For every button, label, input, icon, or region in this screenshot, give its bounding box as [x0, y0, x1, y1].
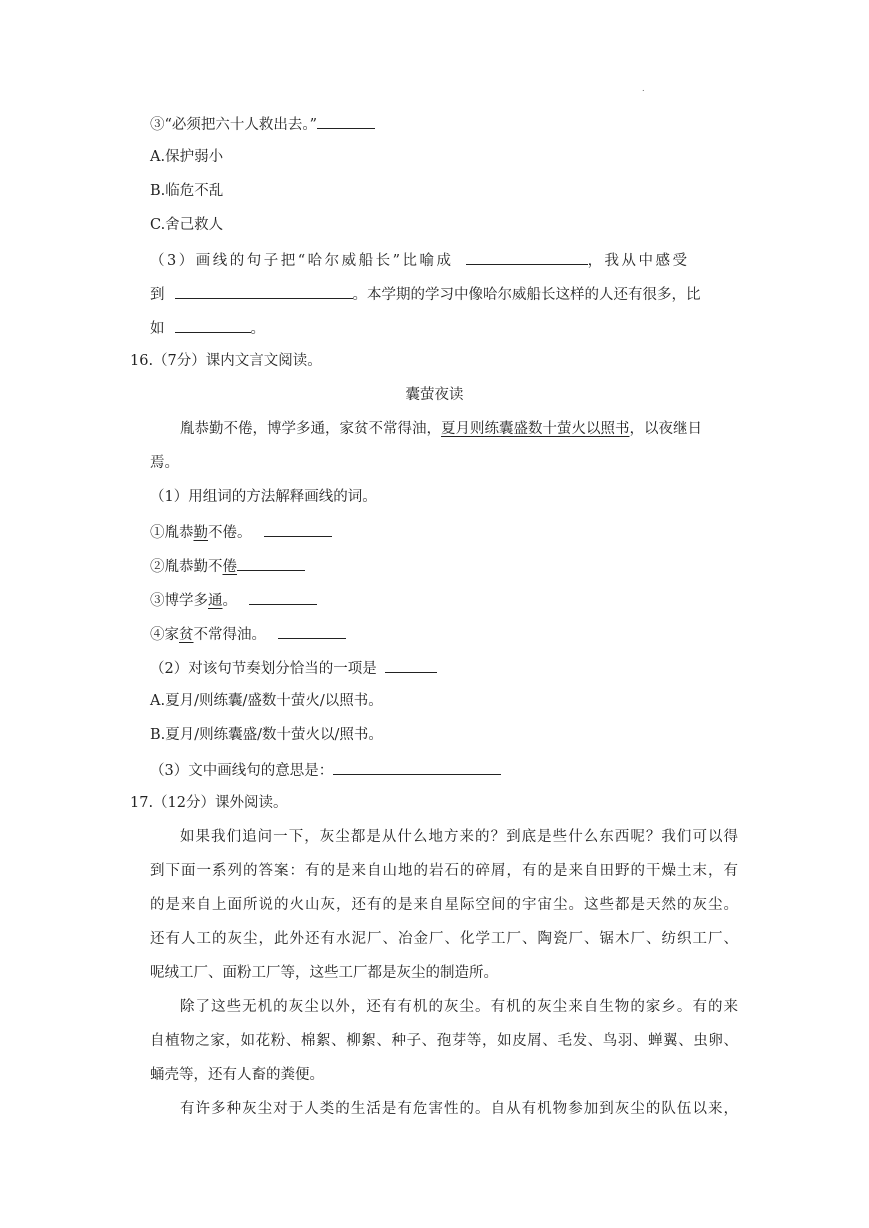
q15-item-3 [150, 113, 375, 135]
q16-sub-1: （1）用组词的方法解释画线的词。 [150, 489, 377, 505]
q16-passage-line1 [180, 419, 702, 439]
q15-part-3-cont: ，我从中感受 [587, 253, 690, 269]
q17-para-2-line: 除了这些无机的灰尘以外，还有有机的灰尘。有机的灰尘来自生物的家乡。有的来 [180, 999, 738, 1015]
q16-underlined-sentence: 夏月则练囊盛数十萤火以照书 [441, 421, 630, 437]
q15-part-3-line2 [150, 283, 701, 305]
q16-word-1 [150, 521, 332, 543]
q16-passage-text: ，以夜继日 [629, 421, 702, 437]
word-context: ④家 [150, 627, 179, 643]
q17-para-1-line: 呢绒工厂、面粉工厂等，这些工厂都是灰尘的制造所。 [150, 965, 498, 981]
word-context: ②胤恭勤不 [150, 559, 223, 575]
q15-option-b: B.临危不乱 [150, 183, 224, 199]
answer-blank[interactable] [278, 623, 346, 639]
q15-part-3-text-c: 到 [150, 287, 165, 303]
q17-heading: 17.（12分）课外阅读。 [130, 795, 288, 811]
q16-sub-3 [150, 759, 501, 781]
underlined-word: 贫 [179, 627, 194, 643]
q16-passage-text: 胤恭勤不倦，博学多通，家贫不常得油， [180, 421, 441, 437]
answer-blank[interactable] [466, 249, 588, 265]
answer-blank[interactable] [264, 521, 332, 537]
q15-part-3-line1 [150, 249, 690, 271]
q16-word-4 [150, 623, 346, 645]
word-context: 。 [222, 593, 237, 609]
underlined-word: 倦 [222, 559, 237, 575]
answer-blank[interactable] [237, 555, 305, 571]
word-context: 不常得油。 [193, 627, 266, 643]
q15-option-c: C.舍己救人 [150, 217, 224, 233]
q17-para-1-line: 到下面一系列的答案：有的是来自山地的岩石的碎屑，有的是来自田野的干燥土末，有 [150, 863, 738, 879]
q16-sub-3-text: （3）文中画线句的意思是： [150, 763, 334, 779]
answer-blank[interactable] [175, 283, 353, 299]
word-context: 不倦。 [208, 525, 252, 541]
q15-part-3-text-e: 如 [150, 321, 165, 337]
q16-sub-2 [150, 657, 437, 679]
q15-part-3-text-f: 。 [250, 321, 265, 337]
q17-para-1-line: 如果我们追问一下，灰尘都是从什么地方来的？到底是些什么东西呢？我们可以得 [180, 829, 738, 845]
q16-heading: 16.（7分）课内文言文阅读。 [130, 353, 322, 369]
q16-word-2 [150, 555, 305, 577]
q16-option-a: A.夏月/则练囊/盛数十萤火/以照书。 [150, 693, 383, 709]
q16-word-3 [150, 589, 317, 611]
answer-blank[interactable] [175, 317, 251, 333]
q17-para-2-line: 自植物之家，如花粉、棉絮、柳絮、种子、孢芽等，如皮屑、毛发、鸟羽、蝉翼、虫卵、 [150, 1033, 738, 1049]
header-mark: . [642, 84, 645, 93]
q16-passage-line2: 焉。 [150, 455, 179, 471]
q15-option-a: A.保护弱小 [150, 149, 224, 165]
answer-blank[interactable] [333, 759, 501, 775]
underlined-word: 通 [208, 593, 223, 609]
q17-para-1-line: 还有人工的灰尘，此外还有水泥厂、冶金厂、化学工厂、陶瓷厂、锯木厂、纺织工厂、 [150, 931, 738, 947]
word-context: ①胤恭 [150, 525, 194, 541]
underlined-word: 勤 [193, 525, 208, 541]
answer-blank[interactable] [249, 589, 317, 605]
answer-blank[interactable] [317, 113, 375, 129]
q17-para-1-line: 的是来自上面所说的火山灰，还有的是来自星际空间的宇宙尘。这些都是天然的灰尘。 [150, 897, 738, 913]
q15-part-3-text-d: 。本学期的学习中像哈尔威船长这样的人还有很多，比 [352, 287, 701, 303]
word-context: ③博学多 [150, 593, 208, 609]
q16-option-b: B.夏月/则练囊盛/数十萤火以/照书。 [150, 727, 383, 743]
q17-para-2-line: 蛹壳等，还有人畜的粪便。 [150, 1067, 324, 1083]
q15-part-3-line3 [150, 317, 265, 339]
q16-passage-title: 囊萤夜读 [405, 387, 464, 403]
q15-part-3-prompt: （3）画线的句子把“哈尔威船长”比喻成 [150, 253, 454, 269]
answer-blank[interactable] [385, 657, 437, 673]
q16-sub-2-text: （2）对该句节奏划分恰当的一项是 [150, 661, 377, 677]
q17-para-3-line: 有许多种灰尘对于人类的生活是有危害性的。自从有机物参加到灰尘的队伍以来， [180, 1101, 738, 1117]
q15-item-3-text: ③“必须把六十人救出去。” [150, 117, 318, 133]
